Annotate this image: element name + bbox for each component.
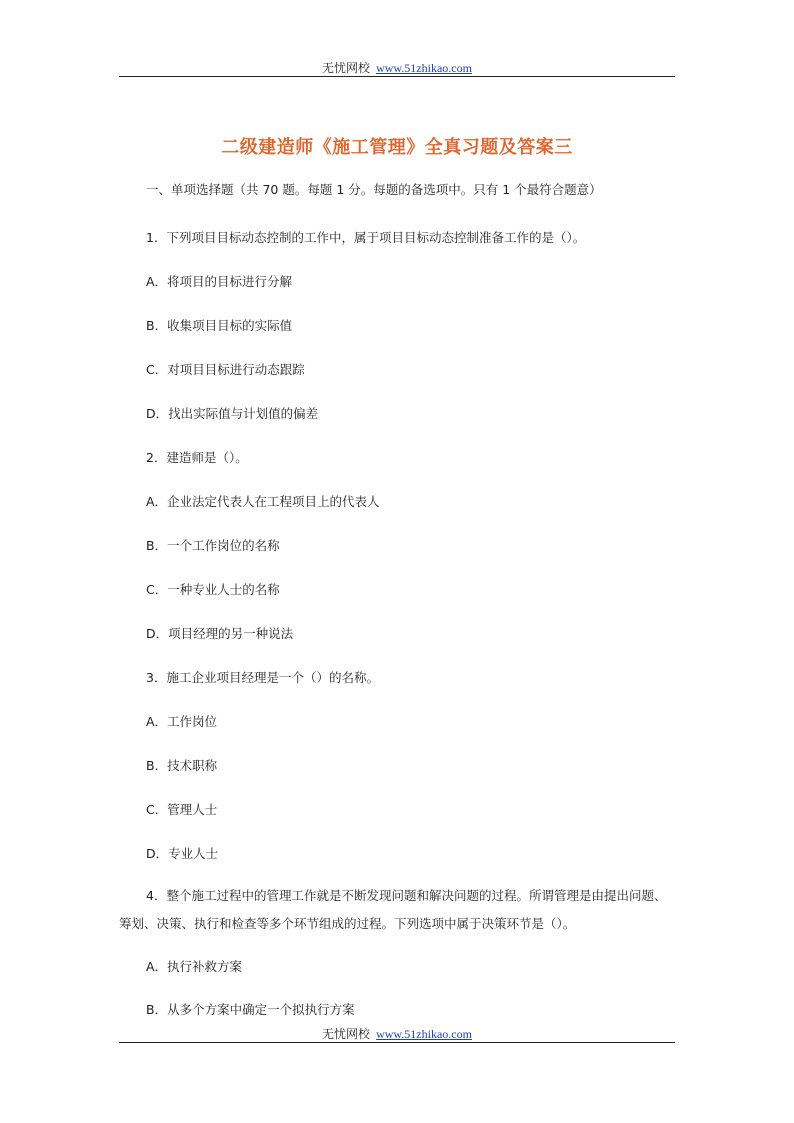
option-item: D．找出实际值与计划值的偏差 [146,406,319,421]
option-item: B．收集项目目标的实际值 [146,318,293,333]
option-item: D．专业人士 [146,846,219,861]
header-divider [119,76,675,77]
question-stem: 1．下列项目目标动态控制的工作中，属于项目目标动态控制准备工作的是（）。 [146,230,586,245]
footer-site-link[interactable]: www.51zhikao.com [376,1027,472,1041]
document-title: 二级建造师《施工管理》全真习题及答案三 [221,137,573,158]
header-site-name: 无忧网校 [322,61,371,75]
option-item: B．一个工作岗位的名称 [146,538,280,553]
footer-divider [119,1042,675,1043]
option-item: C．一种专业人士的名称 [146,582,280,597]
footer-site-name: 无忧网校 [322,1027,371,1041]
option-item: B．技术职称 [146,758,218,773]
question-stem: 4．整个施工过程中的管理工作就是不断发现问题和解决问题的过程。所谓管理是由提出问题、筹划、决策、执行和检查等多个环节组成的过程。下列选项中属于决策环节是（）。 [119,888,667,931]
page-footer [119,1026,675,1042]
option-item: A．企业法定代表人在工程项目上的代表人 [146,494,380,509]
section-heading: 一、单项选择题（共 70 题。每题 1 分。每题的备选项中。只有 1 个最符合题意） [146,182,602,197]
question-stem: 2．建造师是（）。 [146,450,248,465]
option-item: B．从多个方案中确定一个拟执行方案 [146,1002,355,1017]
option-item: C．管理人士 [146,802,218,817]
option-item: D．项目经理的另一种说法 [146,626,294,641]
header-site-link[interactable]: www.51zhikao.com [376,61,472,75]
page-header [119,60,675,76]
option-item: C．对项目目标进行动态跟踪 [146,362,305,377]
option-item: A．工作岗位 [146,714,218,729]
option-item: A．将项目的目标进行分解 [146,274,293,289]
option-item: A．执行补救方案 [146,959,243,974]
question-stem: 3．施工企业项目经理是一个（）的名称。 [146,670,379,685]
